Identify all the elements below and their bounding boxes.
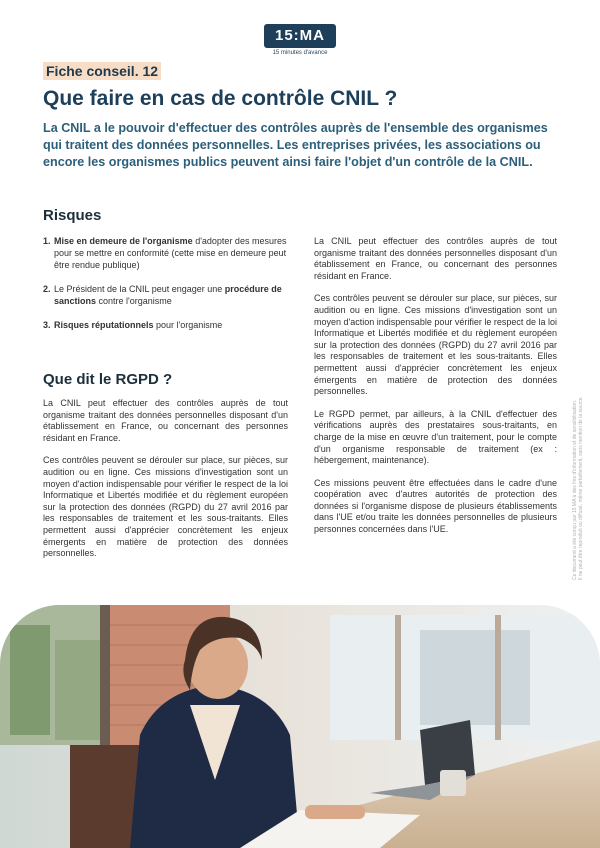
right-paragraph: Ces missions peuvent être effectuées dans le cadre d'une coopération avec d'autres autorités de protection des données si l'organisme dispose de plusieurs établissements dans l'UE et/ou traite les données personnelles de plusieurs personnes concernées dans l'UE. [314,477,557,535]
risk-text-rest: pour l'organisme [153,320,223,330]
risk-item [43,283,288,307]
risk-text-bold: Mise en demeure de l'organisme [54,236,193,246]
risk-item [43,319,288,331]
fiche-label: Fiche conseil. 12 [43,62,161,80]
risques-heading: Risques [43,207,102,224]
risk-text-rest: contre l'organisme [96,296,172,306]
risk-text-pre: Le Président de la CNIL peut engager une [54,284,225,294]
right-paragraph: Ces contrôles peuvent se dérouler sur place, sur pièces, sur audition ou en ligne. Ces missions d'investigation sont un moyen d'action indispensable pour vérifier le respect de la loi Informatique et Libertés modifiée et du règlement européen sur la protection des données (RGPD) du 27 avril 2016 par les responsables de traitement et les sous-traitants. Elles permettent aussi d'apprécier concrètement les enjeux émergents en matière de protection des données personnelles. [314,293,557,397]
rgpd-body [43,398,288,571]
rgpd-heading: Que dit le RGPD ? [43,371,173,388]
mug [440,770,466,796]
disclaimer-line: Ce document a été conçu par 15 MA à des fins d'information et de sensibilisation. [572,399,578,580]
right-paragraph: Le RGPD permet, par ailleurs, à la CNIL d'effectuer des vérifications auprès des prestataires sous-traitants, en charge de la mise en œuvre d'un traitement, pour le compte d'un organisme responsable de traitement (ex : hébergement, maintenance). [314,408,557,466]
risk-text-bold: procédure de sanctions [54,284,282,306]
intro-paragraph: La CNIL a le pouvoir d'effectuer des contrôles auprès de l'ensemble des organismes qui traitent des données personnelles. Les entreprises privées, les associations ou encore les organismes publics peuvent ainsi faire l'objet d'un contrôle de la CNIL. [43,121,548,169]
disclaimer-line: Il ne peut être reproduit ou diffusé, même partiellement, sans mention de la source. [578,396,584,580]
right-column [314,236,557,547]
rgpd-paragraph: Ces contrôles peuvent se dérouler sur place, sur pièces, sur audition ou en ligne. Ces missions d'investigation sont un moyen d'action indispensable pour vérifier le respect de la loi Informatique et Libertés modifiée et du règlement européen sur la protection des données (RGPD) du 27 avril 2016 par les responsables de traitement et les sous-traitants. Elles permettent aussi d'apprécier concrètement les enjeux émergents en matière de protection des données personnelles. [43,455,288,559]
right-paragraph: La CNIL peut effectuer des contrôles auprès de tout organisme traitant des données personnelles disposant d'un établissement en France, ou concernant des personnes résidant en France. [314,236,557,281]
risk-item [43,235,288,271]
risk-number: 3. [43,320,51,330]
brand-logo [264,24,336,56]
chair [70,745,140,848]
photo-illustration [0,605,600,848]
side-disclaimer [572,320,584,580]
risk-number: 2. [43,284,51,294]
office-photo [0,605,600,848]
risk-number: 1. [43,236,51,246]
logo-tagline: 15 minutes d'avance [272,50,328,56]
risques-list [43,235,288,343]
risk-text-bold: Risques réputationnels [54,320,154,330]
logo-mark: 15:MA [264,24,336,48]
risk-text-rest: d'adopter des mesures pour se mettre en conformité (cette mise en demeure peut être rendue publique) [54,236,287,270]
rgpd-paragraph: La CNIL peut effectuer des contrôles auprès de tout organisme traitant des données personnelles disposant d'un établissement en France, ou concernant des personnes résidant en France. [43,398,288,443]
page-title: Que faire en cas de contrôle CNIL ? [43,87,398,110]
